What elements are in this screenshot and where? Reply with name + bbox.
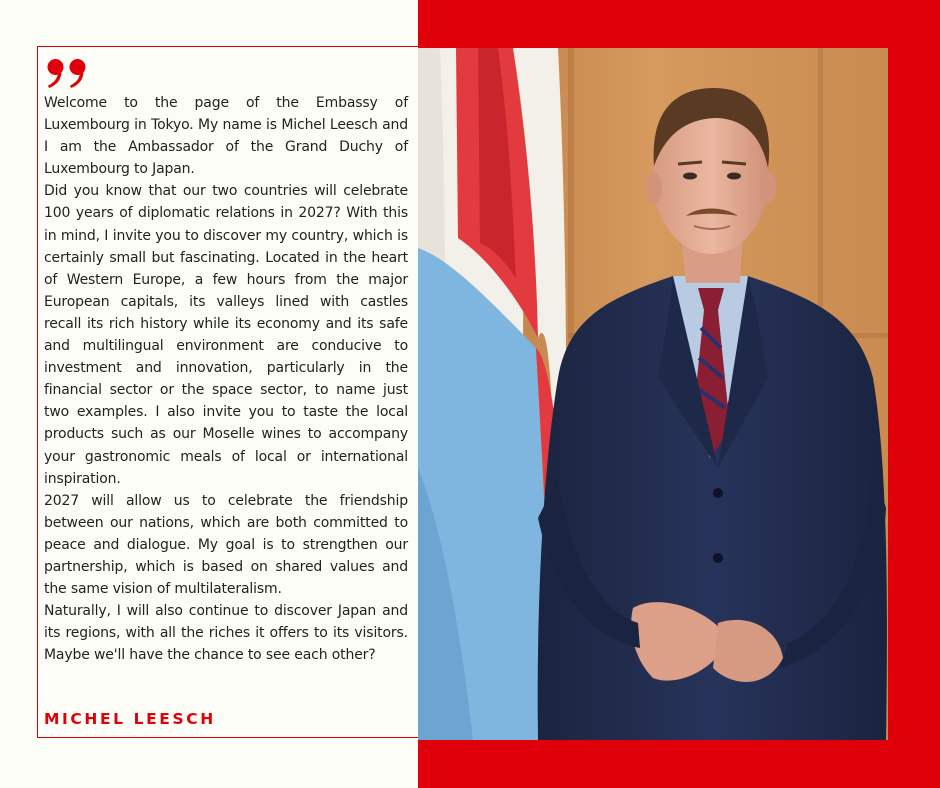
paragraph-closing: Naturally, I will also continue to discover Japan and its regions, with all the riches it offers to its visitors. Maybe we'll have the chance to see each other? [44, 603, 408, 664]
welcome-message [44, 92, 408, 666]
paragraph-anniversary: Did you know that our two countries will celebrate 100 years of diplomatic relations in 2027? With this in mind, I invite you to discover my country, which is certainly small but fascinating. Located in the heart of Western Europe, a few hours from the major European capitals, its valleys lined with castles recall its rich history while its economy and its safe and multilingual environment are conducive to investment and innovation, particularly in the financial sector or the space sector, to name just two examples. I also invite you to taste the local products such as our Moselle wines to accompany your gastronomic meals of local or international inspiration. [44, 183, 408, 487]
quote-mark-icon [46, 58, 90, 88]
ambassador-portrait [418, 48, 888, 740]
paragraph-friendship: 2027 will allow us to celebrate the friendship between our nations, which are both committed to peace and dialogue. My goal is to strengthen our partnership, which is based on shared values and the same vision of multilateralism. [44, 492, 408, 598]
paragraph-welcome: Welcome to the page of the Embassy of Luxembourg in Tokyo. My name is Michel Leesch and I am the Ambassador of the Grand Duchy of Luxembourg to Japan. [44, 95, 408, 178]
signature: MICHEL LEESCH [44, 710, 216, 728]
